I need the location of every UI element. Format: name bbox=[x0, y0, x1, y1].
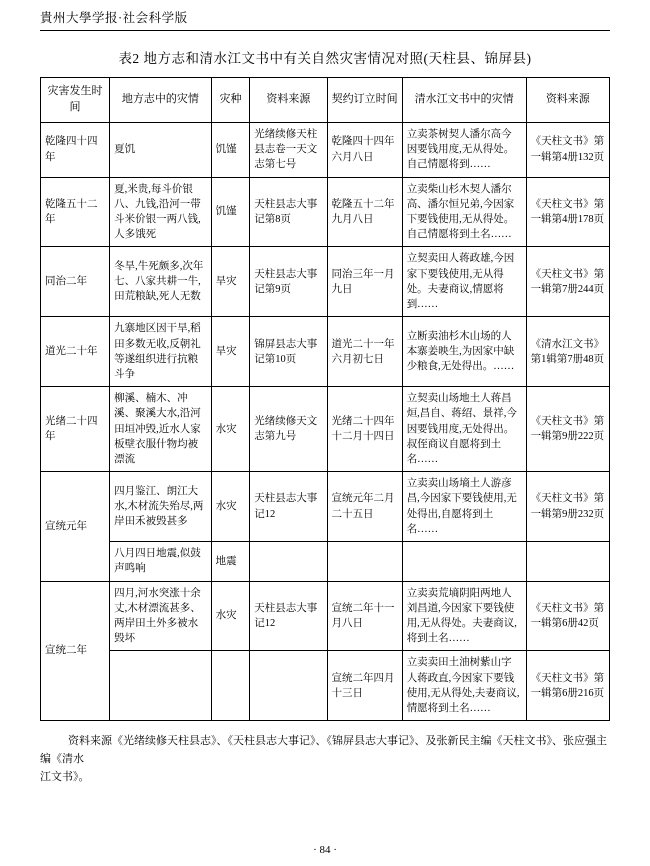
cell-type: 旱灾 bbox=[211, 317, 250, 387]
table-row bbox=[41, 177, 610, 247]
cell-type: 饥馑 bbox=[211, 122, 250, 177]
cell-qsj-record: 立卖卖山场墒土人游彦昌,今因家下要钱使用,无处得出,自愿将到土名…… bbox=[402, 472, 526, 542]
footnote-line-2: 江文书》。 bbox=[40, 770, 90, 783]
cell-source2: 《天柱文书》第一辑第9册222页 bbox=[526, 387, 609, 472]
cell-qsj-record: 立卖卖田土油树紫山字人蒋政直,今因家下要钱使用,无从得处,夫妻商议,情愿将到土名…… bbox=[402, 651, 526, 721]
cell-source1: 天柱县志大事记第8页 bbox=[250, 177, 327, 247]
column-header-qsj-record: 清水江文书中的灾情 bbox=[402, 78, 526, 123]
page-number: · 84 · bbox=[313, 844, 337, 856]
cell-time: 道光二十年 bbox=[41, 317, 110, 387]
table-footnote bbox=[40, 733, 610, 786]
cell-source2: 《天柱文书》第一辑第9册232页 bbox=[526, 472, 609, 542]
cell-time: 同治二年 bbox=[41, 247, 110, 317]
cell-local-record: 八月四日地震,似鼓声鸣响 bbox=[110, 542, 212, 581]
cell-qsj-record: 立契卖田人蒋政雄,今因家下要钱使用,无从得处。夫妻商议,情愿将到…… bbox=[402, 247, 526, 317]
table-row bbox=[41, 542, 610, 581]
cell-local-record: 夏饥 bbox=[110, 122, 212, 177]
cell-local-record: 夏,米贵,每斗价银八、九钱,沿河一带斗米价银一两八钱,人多饿死 bbox=[110, 177, 212, 247]
cell-source1: 天柱县志大事记12 bbox=[250, 472, 327, 542]
cell-source2: 《天柱文书》第一辑第7册244页 bbox=[526, 247, 609, 317]
cell-qsj-record: 立卖茶树契人潘尔高今因要钱用度,无从得处。自己情愿将到…… bbox=[402, 122, 526, 177]
cell-qsj-record: 立卖卖荒墒阴阳两地人刘昌道,今因家下要钱使用,无从得处。夫妻商议,将到土名…… bbox=[402, 581, 526, 651]
table-row bbox=[41, 387, 610, 472]
cell-time: 乾隆四十四年 bbox=[41, 122, 110, 177]
column-header-contract-time: 契约订立时间 bbox=[327, 78, 402, 123]
cell-source1 bbox=[250, 542, 327, 581]
cell-source2: 《天柱文书》第一辑第4册178页 bbox=[526, 177, 609, 247]
cell-source2: 《天柱文书》第一辑第4册132页 bbox=[526, 122, 609, 177]
cell-contract-time: 道光二十一年六月初七日 bbox=[327, 317, 402, 387]
table-caption: 表2 地方志和清水江文书中有关自然灾害情况对照(天柱县、锦屏县) bbox=[118, 51, 532, 66]
cell-contract-time: 宣统二年四月十三日 bbox=[327, 651, 402, 721]
cell-source2: 《天柱文书》第一辑第6册216页 bbox=[526, 651, 609, 721]
column-header-source1: 资料来源 bbox=[250, 78, 327, 123]
cell-type: 水灾 bbox=[211, 387, 250, 472]
cell-type: 水灾 bbox=[211, 472, 250, 542]
cell-local-record bbox=[110, 651, 212, 721]
cell-source1: 锦屏县志大事记第10页 bbox=[250, 317, 327, 387]
cell-type bbox=[211, 651, 250, 721]
table-row bbox=[41, 581, 610, 651]
cell-local-record: 四月鉴江、朗江大水,木材流失殆尽,两岸田禾被毁甚多 bbox=[110, 472, 212, 542]
column-header-time: 灾害发生时间 bbox=[41, 78, 110, 123]
cell-time: 宣统二年 bbox=[41, 581, 110, 721]
journal-name: 貴州大學学报·社会科学版 bbox=[40, 11, 188, 25]
table-row bbox=[41, 247, 610, 317]
cell-source1: 天柱县志大事记12 bbox=[250, 581, 327, 651]
table-header-row bbox=[41, 78, 610, 123]
running-header bbox=[40, 0, 610, 26]
footnote-line-1: 资料来源《光绪续修天柱县志》、《天柱县志大事记》、《锦屏县志大事记》、及张新民主编《天柱文书》、张应强主编《清水 bbox=[40, 735, 607, 765]
cell-time: 乾隆五十二年 bbox=[41, 177, 110, 247]
column-header-type: 灾种 bbox=[211, 78, 250, 123]
table-row bbox=[41, 472, 610, 542]
cell-contract-time: 同治三年一月九日 bbox=[327, 247, 402, 317]
cell-local-record: 四月,河水突涨十余丈,木材漂流甚多、两岸田土外多被水毁坏 bbox=[110, 581, 212, 651]
cell-qsj-record bbox=[402, 542, 526, 581]
cell-local-record: 柳溪、楠木、冲溪、聚溪大水,沿河田垣冲毁,近水人家板壁衣服什物均被漂流 bbox=[110, 387, 212, 472]
cell-time: 光绪二十四年 bbox=[41, 387, 110, 472]
cell-type: 旱灾 bbox=[211, 247, 250, 317]
cell-qsj-record: 立断卖油杉木山场的人本寨姜映生,为因家中缺少粮食,无处得出。…… bbox=[402, 317, 526, 387]
disaster-comparison-table bbox=[40, 77, 610, 721]
cell-type: 水灾 bbox=[211, 581, 250, 651]
cell-contract-time bbox=[327, 542, 402, 581]
cell-local-record: 冬旱,牛死颇多,次年七、八家共耕一牛,田荒粮缺,死人无数 bbox=[110, 247, 212, 317]
cell-qsj-record: 立契卖山场地土人蒋昌烜,昌自、蒋绍、景祥,今因要钱用度,无处得出。叔侄商议自愿将到土名…… bbox=[402, 387, 526, 472]
cell-contract-time: 乾隆四十四年六月八日 bbox=[327, 122, 402, 177]
cell-contract-time: 光绪二十四年十二月十四日 bbox=[327, 387, 402, 472]
cell-source2 bbox=[526, 542, 609, 581]
cell-contract-time: 宣统二年十一月八日 bbox=[327, 581, 402, 651]
table-row bbox=[41, 122, 610, 177]
cell-source2: 《清水江文书》第1辑第7册48页 bbox=[526, 317, 609, 387]
cell-type: 地震 bbox=[211, 542, 250, 581]
cell-contract-time: 宣统元年二月二十五日 bbox=[327, 472, 402, 542]
cell-source1: 光绪续修天柱县志卷一天文志第七号 bbox=[250, 122, 327, 177]
column-header-source2: 资料来源 bbox=[526, 78, 609, 123]
cell-qsj-record: 立卖柴山杉木契人潘尔高、潘尔恒兄弟,今因家下要钱使用,无从得处。自己情愿将到土名…… bbox=[402, 177, 526, 247]
cell-type: 饥馑 bbox=[211, 177, 250, 247]
header-divider bbox=[40, 30, 610, 31]
cell-local-record: 九寨地区因干旱,稻田多数无收,反朝礼等遂组织进行抗粮斗争 bbox=[110, 317, 212, 387]
cell-time: 宣统元年 bbox=[41, 472, 110, 581]
cell-source2: 《天柱文书》第一辑第6册42页 bbox=[526, 581, 609, 651]
table-row bbox=[41, 317, 610, 387]
table-row bbox=[41, 651, 610, 721]
cell-source1: 光绪续修天文志第九号 bbox=[250, 387, 327, 472]
cell-contract-time: 乾隆五十二年九月八日 bbox=[327, 177, 402, 247]
cell-source1 bbox=[250, 651, 327, 721]
column-header-local-record: 地方志中的灾情 bbox=[110, 78, 212, 123]
cell-source1: 天柱县志大事记第9页 bbox=[250, 247, 327, 317]
